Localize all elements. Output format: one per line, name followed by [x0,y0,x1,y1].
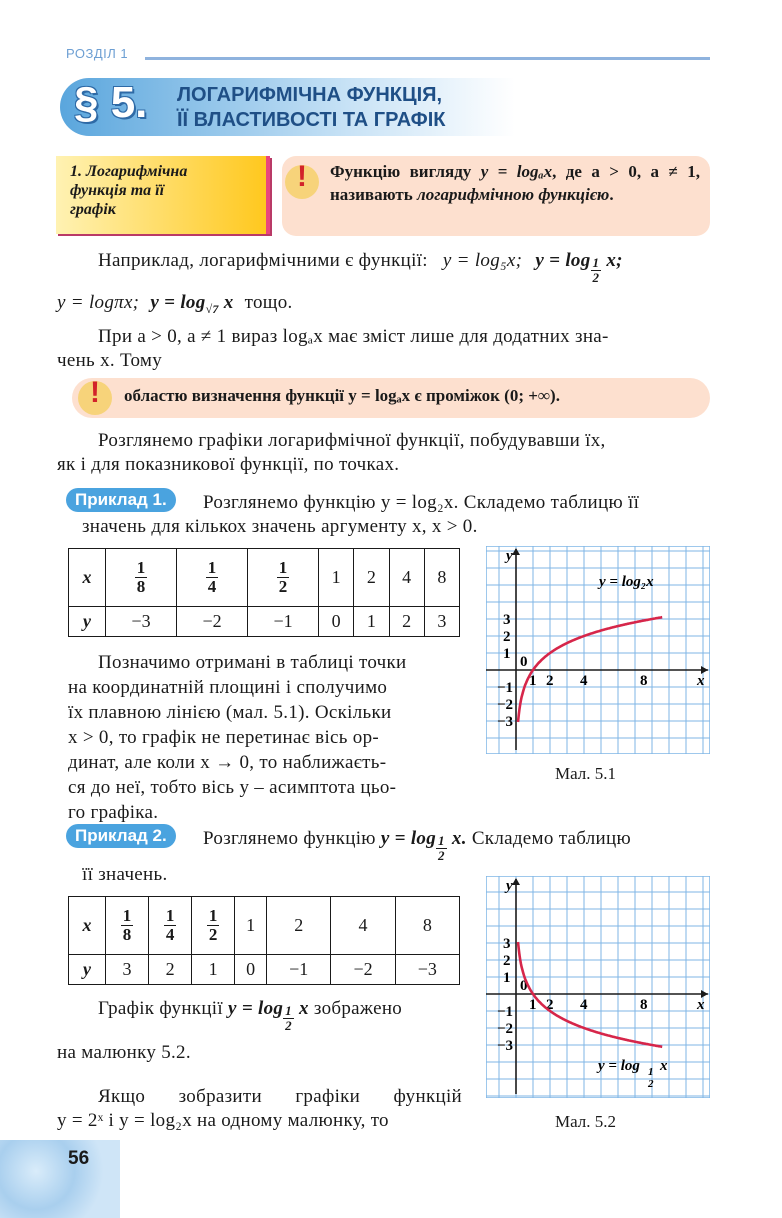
table-row-x [69,897,460,955]
y-axis-label: y [506,548,513,564]
table-cell: 2 [149,955,192,985]
table-cell [248,549,319,607]
table-header-y: y [69,607,106,637]
log-suffix: x; [606,250,623,271]
frac-den: 4 [165,925,175,944]
y-tick-label: 3 [503,612,511,628]
definition-part: , де a > 0, a ≠ 1, називають [330,162,700,204]
y-tick-label: 2 [503,629,511,645]
text-fragment: Складемо таблицю [471,828,631,849]
example-function: y = log₅x; [442,250,523,271]
x-tick-label: 8 [640,673,648,689]
table-row-y [69,955,460,985]
frac-den: 8 [122,925,132,944]
frac-num: 1 [208,906,218,925]
example-function [535,250,623,285]
fraction-base [591,256,602,285]
paragraph-line: чень x. Тому [57,350,163,371]
frac-den: 2 [285,1018,292,1033]
domain-statement: областю визначення функції y = logₐx є проміжок (0; +∞). [124,386,560,405]
definition-part: Функцію вигляду [330,162,481,181]
x-axis-label: x [697,673,705,689]
subtopic-title [70,162,260,219]
table-cell: 1 [354,607,389,637]
x-tick-label: 2 [546,673,554,689]
definition-formula: y = logₐx [480,162,553,181]
log-prefix: y = log [535,250,591,271]
table-cell: 1 [192,955,235,985]
x-tick-label: 1 [529,997,537,1013]
examples-line1 [98,248,710,285]
log-prefix: y = log [150,292,206,313]
page-number: 56 [68,1148,90,1169]
description-line: динат, але коли x → 0, то наближаєть- [68,752,387,773]
section-title-line2: ЇЇ ВЛАСТИВОСТІ ТА ГРАФІК [177,109,446,131]
table-cell: 0 [319,607,354,637]
subtopic-line: функція та її [70,182,165,199]
log-base: √7 [205,301,219,316]
examples-tail: тощо. [244,292,293,313]
curve-label-sub-num: 1 [648,1066,654,1078]
example-2-desc-formula [228,998,309,1033]
description-line: їх плавною лінією (мал. 5.1). Оскільки [68,702,392,723]
curve-label: y = log₂x [599,574,654,590]
table-cell: 0 [235,955,267,985]
description-line: на малюнку 5.2. [57,1042,191,1063]
frac-num: 1 [285,1003,292,1018]
section-title [177,83,446,133]
example-2-formula [380,828,467,863]
description-line: x > 0, то графік не перетинає вісь ор- [68,727,380,748]
example-function: y = logπx; [57,292,140,313]
figure-caption: Мал. 5.1 [555,764,617,783]
values-table-1 [68,548,460,637]
y-tick-label: −3 [497,714,514,730]
x-tick-label: 8 [640,997,648,1013]
log-suffix: x. [451,828,467,849]
frac-den: 2 [278,577,288,596]
fraction-base [436,834,447,863]
x-tick-label: 2 [546,997,554,1013]
text-fragment: зображено [313,998,403,1019]
examples-prefix: Наприклад, логарифмічними є функції: [98,250,428,271]
definition-term: логарифмічною функцією [416,185,610,204]
y-tick-label: −1 [497,1004,514,1020]
frac-den: 2 [592,270,600,285]
table-cell: 2 [267,897,331,955]
y-axis-label: y [506,878,513,894]
frac-num: 1 [165,906,175,925]
subtopic-line: графік [70,201,116,218]
section-title-line1: ЛОГАРИФМІЧНА ФУНКЦІЯ, [177,84,443,106]
y-tick-label: −2 [497,1021,514,1037]
example-2-description [98,996,462,1033]
frac-den: 4 [207,577,217,596]
y-tick-label: −3 [497,1038,514,1054]
frac-den: 2 [438,848,445,863]
exclamation-mark-icon: ! [90,376,100,409]
example-1-text: значень для кількох значень аргументу x, x > 0. [82,516,478,537]
description-line: ся до неї, тобто вісь y – асимптота цьо- [68,777,397,798]
fraction-base [283,1004,294,1033]
table-cell: 8 [424,549,459,607]
closing-line: y = 2ˣ і y = log₂x на одному малюнку, то [57,1110,389,1131]
frac-den: 8 [136,577,146,596]
table-cell: 2 [389,607,424,637]
definition-part: . [609,185,614,204]
table-cell: 1 [235,897,267,955]
y-tick-label: −2 [497,697,514,713]
table-cell [177,549,248,607]
values-table-2 [68,896,460,985]
curve-label-sub-den: 2 [648,1078,654,1090]
table-cell: −2 [177,607,248,637]
paragraph-line: як і для показникової функції, по точках. [57,454,400,475]
origin-label: 0 [520,654,528,670]
x-tick-label: 4 [580,997,588,1013]
x-tick-label: 4 [580,673,588,689]
table-header-x: x [69,549,106,607]
table-cell: 3 [424,607,459,637]
example-2-text: її значень. [82,864,168,885]
description-line: го графіка. [68,802,159,823]
closing-line: Якщо зобразити графіки функцій [98,1086,462,1107]
x-tick-label: 1 [529,673,537,689]
log-prefix: y = log [228,998,284,1019]
x-axis-label: x [697,997,705,1013]
log-suffix: x [299,998,309,1019]
table-row-y [69,607,460,637]
table-cell: 3 [106,955,149,985]
y-tick-label: −1 [497,680,514,696]
frac-num: 1 [278,558,288,577]
table-header-x: x [69,897,106,955]
table-cell: −3 [106,607,177,637]
example-1-text: Розглянемо функцію y = log₂x. Складемо таблицю її [203,492,640,513]
header-rule [145,57,710,60]
frac-num: 1 [122,906,132,925]
table-row-x [69,549,460,607]
exclamation-mark-icon: ! [297,160,307,193]
definition-text [330,160,700,206]
table-cell: −1 [248,607,319,637]
examples-line2 [57,290,707,322]
paragraph-line: При a > 0, a ≠ 1 вираз logₐx має зміст лише для додатних зна- [98,326,609,347]
corner-decoration [0,1140,120,1218]
figure-5-1 [486,546,710,754]
y-tick-label: 1 [503,970,511,986]
table-cell: −1 [267,955,331,985]
table-cell [106,897,149,955]
frac-num: 1 [438,833,445,848]
curve-label: y = log [598,1058,640,1074]
example-2-text [203,826,711,863]
table-cell [149,897,192,955]
y-tick-label: 3 [503,936,511,952]
table-cell: 8 [395,897,459,955]
example-function [150,292,234,316]
paragraph-line: Розглянемо графіки логарифмічної функції, побудувавши їх, [98,430,606,451]
table-cell [106,549,177,607]
table-header-y: y [69,955,106,985]
frac-num: 1 [136,558,146,577]
figure-frame [486,546,710,754]
table-cell: −3 [395,955,459,985]
example-2-label: Приклад 2. [66,824,176,848]
y-tick-label: 1 [503,646,511,662]
text-fragment: Розглянемо функцію [203,828,376,849]
example-1-label: Приклад 1. [66,488,176,512]
frac-num: 1 [207,558,217,577]
table-cell: −2 [331,955,395,985]
table-cell [192,897,235,955]
section-label: РОЗДІЛ 1 [66,46,129,61]
description-line: на координатній площині і сполучимо [68,677,388,698]
table-cell: 2 [354,549,389,607]
figure-5-2 [486,876,710,1098]
table-cell: 4 [389,549,424,607]
origin-label: 0 [520,978,528,994]
description-line: Позначимо отримані в таблиці точки [98,652,407,673]
log-prefix: y = log [380,828,437,849]
table-cell: 4 [331,897,395,955]
y-tick-label: 2 [503,953,511,969]
example-1-description [68,650,462,825]
figure-caption: Мал. 5.2 [555,1112,617,1131]
table-cell: 1 [319,549,354,607]
log-suffix: x [223,292,234,313]
curve-label-x: x [660,1058,668,1074]
section-number: § 5. [74,78,148,127]
subtopic-line: 1. Логарифмічна [70,163,188,180]
text-fragment: Графік функції [98,998,223,1019]
frac-den: 2 [208,925,218,944]
frac-num: 1 [592,255,600,270]
